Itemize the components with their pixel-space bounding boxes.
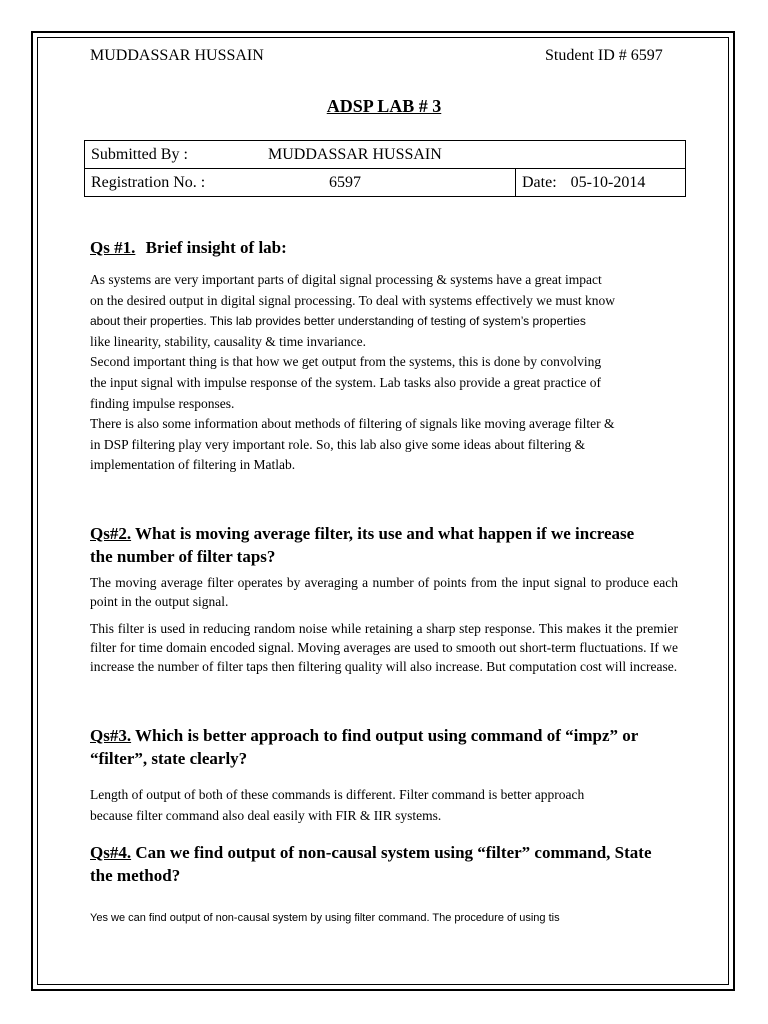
q2-title-line1: What is moving average filter, its use and what happen if we increase xyxy=(135,524,635,543)
q2-paragraph-2: This filter is used in reducing random noise while retaining a sharp step response. This makes it the premier filter for time domain encoded signal. Moving averages are used to smooth out short-term fluctuations. If we increase the number of filter taps then filtering quality will also increase. But computation cost will increase. xyxy=(90,621,678,674)
q1-line: in DSP filtering play very important role. So, this lab also give some ideas about filtering & xyxy=(90,436,586,452)
registration-row xyxy=(85,169,686,197)
q3-answer xyxy=(90,785,678,826)
q1-line: finding impulse responses. xyxy=(90,395,235,411)
header-student-id: Student ID # 6597 xyxy=(545,47,663,64)
q1-line: implementation of filtering in Matlab. xyxy=(90,457,296,473)
q2-title-line2: the number of filter taps? xyxy=(90,547,276,566)
submitted-by-value: MUDDASSAR HUSSAIN xyxy=(268,145,442,163)
date-value: 05-10-2014 xyxy=(570,173,646,191)
submitted-by-row xyxy=(85,141,686,169)
q4-title-line1: Can we find output of non-causal system using “filter” command, State xyxy=(135,843,652,862)
submitted-by-cell xyxy=(85,141,686,169)
document-title: ADSP LAB # 3 xyxy=(326,96,442,116)
q1-line: Second important thing is that how we get output from the systems, this is done by convolving xyxy=(90,354,602,370)
q2-paragraph-1: The moving average filter operates by averaging a number of points from the input signal to produce each point in the output signal. xyxy=(90,575,678,609)
q1-answer xyxy=(90,270,678,476)
q4-title-line2: the method? xyxy=(90,866,181,885)
q3-line: because filter command also deal easily with FIR & IIR systems. xyxy=(90,807,442,823)
registration-value: 6597 xyxy=(329,173,361,191)
registration-cell xyxy=(85,169,516,197)
q4-heading xyxy=(90,841,652,887)
q3-number: Qs#3. xyxy=(90,726,132,745)
q1-line: about their properties. This lab provides better understanding of testing of system’s properties xyxy=(90,314,586,329)
date-cell xyxy=(516,169,686,197)
q1-number: Qs #1. xyxy=(90,238,136,257)
registration-label: Registration No. : xyxy=(91,173,206,191)
q3-title-line1: Which is better approach to find output using command of “impz” or xyxy=(135,726,639,745)
q3-title-line2: “filter”, state clearly? xyxy=(90,749,248,768)
q1-line: As systems are very important parts of digital signal processing & systems have a great impact xyxy=(90,272,602,287)
q1-line: the input signal with impulse response of the system. Lab tasks also provide a great practice of xyxy=(90,374,601,390)
q2-heading xyxy=(90,522,634,568)
q1-line: like linearity, stability, causality & time invariance. xyxy=(90,333,367,349)
q2-number: Qs#2. xyxy=(90,524,132,543)
q4-answer: Yes we can find output of non-causal system by using filter command. The procedure of using tis xyxy=(90,912,560,924)
q4-number: Qs#4. xyxy=(90,843,132,862)
q3-heading xyxy=(90,724,638,770)
date-label: Date: xyxy=(522,173,557,191)
q1-heading xyxy=(90,236,287,259)
q1-title: Brief insight of lab: xyxy=(145,238,287,257)
submitted-by-label: Submitted By : xyxy=(91,145,188,163)
header-name: MUDDASSAR HUSSAIN xyxy=(90,47,264,64)
q3-line: Length of output of both of these commands is different. Filter command is better approach xyxy=(90,787,585,802)
info-table xyxy=(84,140,686,197)
q1-line: There is also some information about methods of filtering of signals like moving average filter & xyxy=(90,416,615,432)
q1-line: on the desired output in digital signal processing. To deal with systems effectively we must know xyxy=(90,292,615,308)
